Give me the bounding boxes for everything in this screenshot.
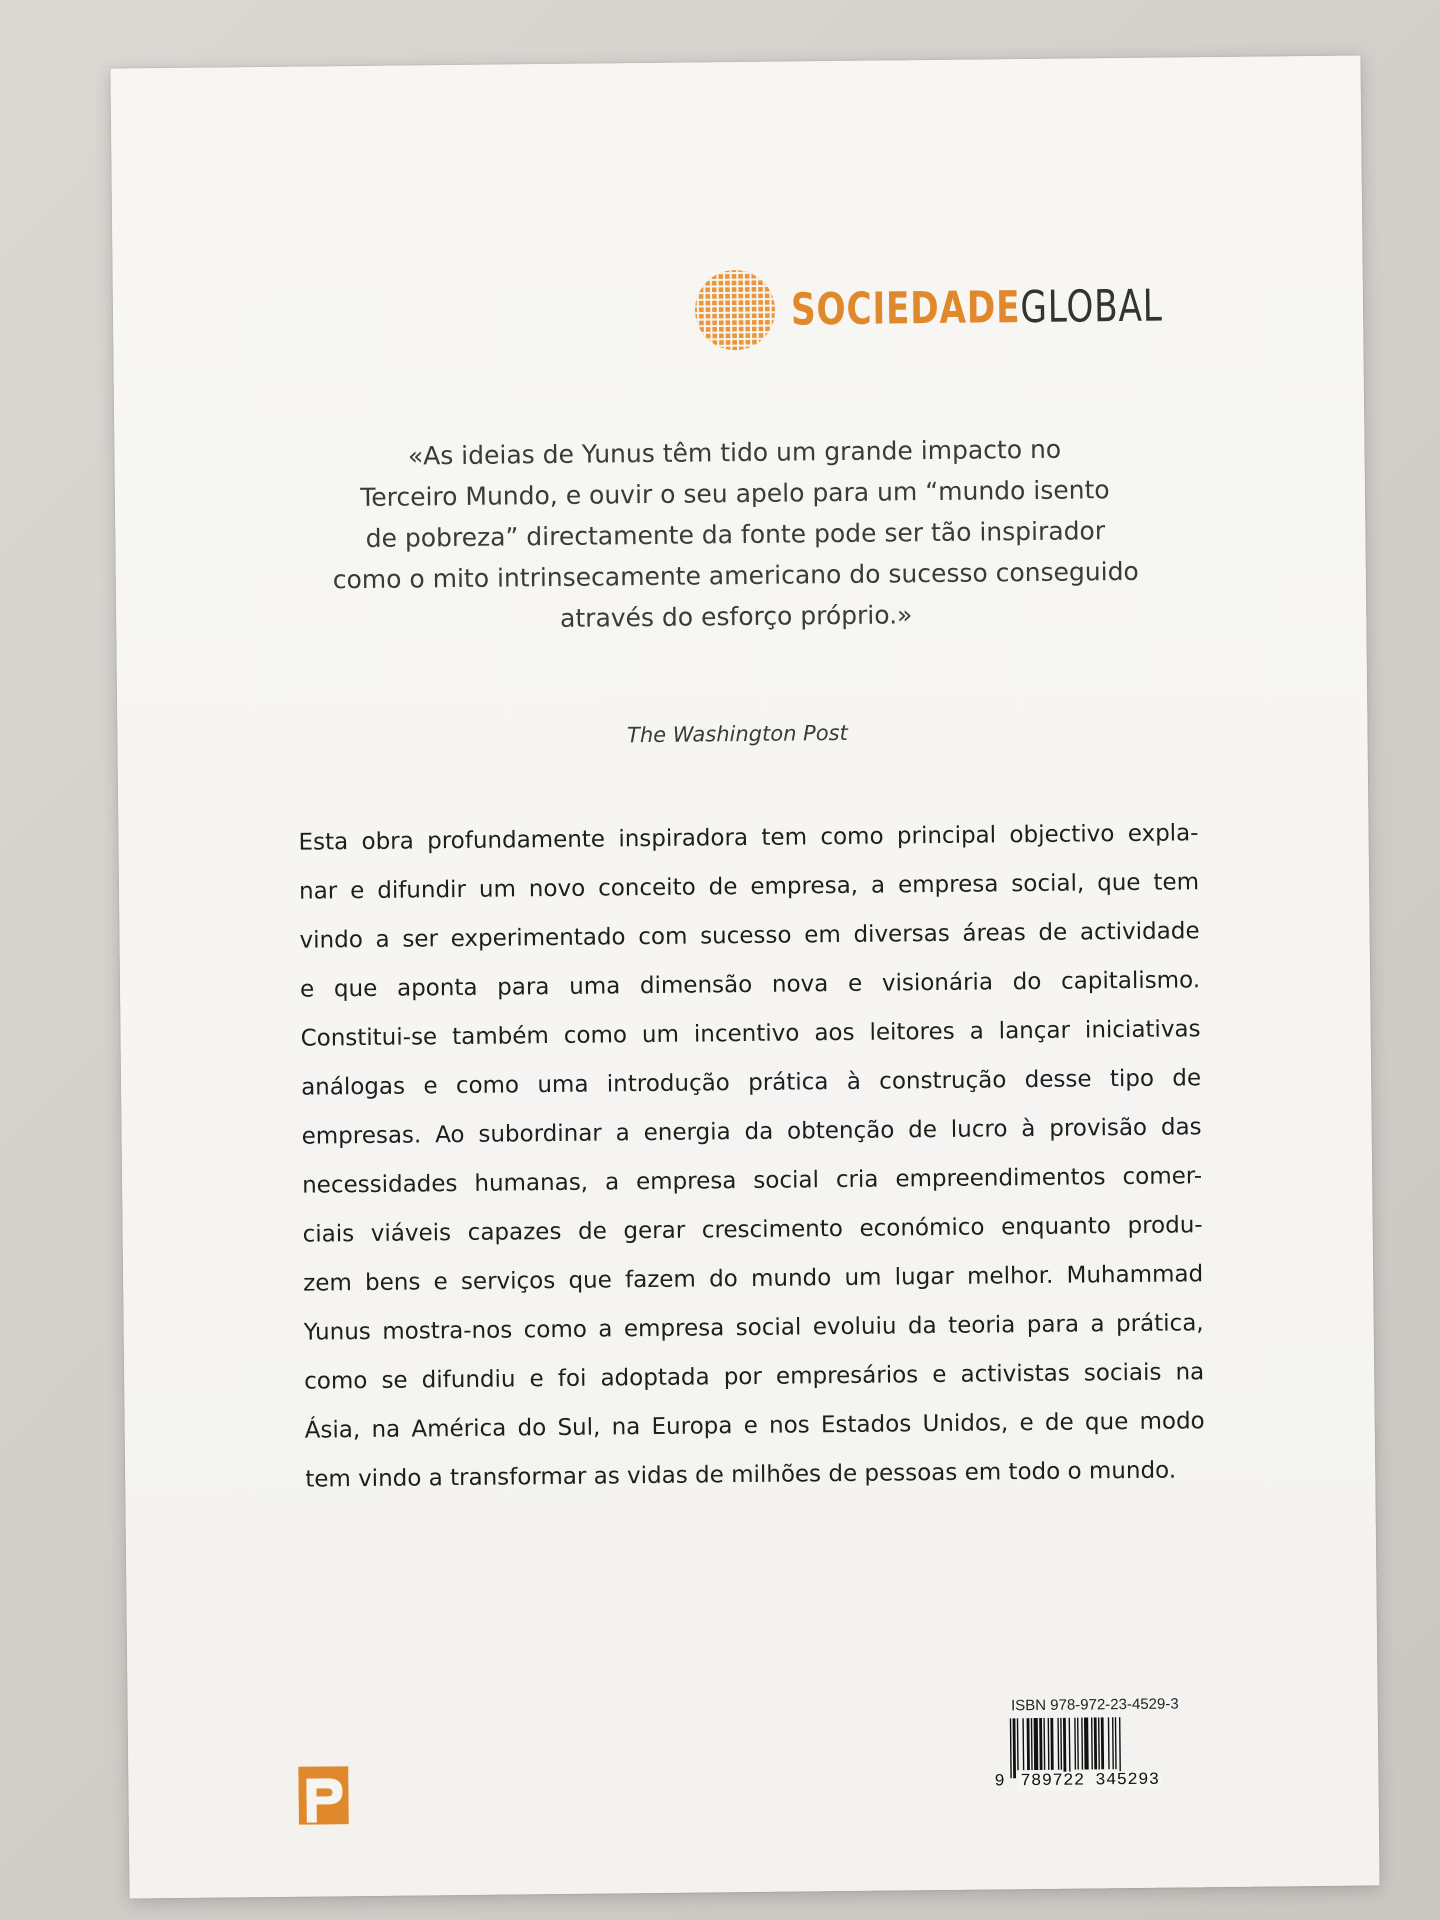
book-description xyxy=(298,809,1205,1504)
description-line: necessidades humanas, a empresa social cria empreendimentos comer- xyxy=(302,1163,1203,1199)
description-line: análogas e como uma introdução prática à construção desse tipo de xyxy=(300,1065,1202,1101)
description-line: Constitui-se também como um incentivo aos leitores a lançar iniciativas xyxy=(300,1016,1201,1052)
description-line: nar e difundir um novo conceito de empresa, a empresa social, que tem xyxy=(298,869,1200,905)
description-line: vindo a ser experimentado com sucesso em diversas áreas de actividade xyxy=(299,918,1200,954)
barcode-block xyxy=(994,1695,1185,1790)
description-line: e que aponta para uma dimensão nova e visionária do capitalismo. xyxy=(299,967,1201,1003)
quote-line: de pobreza” directamente da fonte pode ser tão inspirador xyxy=(365,516,1106,553)
isbn-number: ISBN 978-972-23-4529-3 xyxy=(1010,1695,1179,1715)
description-line: tem vindo a transformar as vidas de milhões de pessoas em todo o mundo. xyxy=(305,1457,1177,1493)
description-line: Esta obra profundamente inspiradora tem como principal objectivo expla- xyxy=(298,820,1199,856)
book-back-cover xyxy=(110,56,1379,1899)
quote-line: Terceiro Mundo, e ouvir o seu apelo para um “mundo isento xyxy=(360,475,1110,513)
globe-icon xyxy=(693,268,778,353)
barcode xyxy=(994,1716,1185,1790)
quote-line: como o mito intrinsecamente americano do sucesso conseguido xyxy=(332,556,1139,595)
review-quote xyxy=(304,428,1166,642)
logo-text-light: GLOBAL xyxy=(1020,280,1163,333)
description-line: como se difundiu e foi adoptada por empresários e activistas sociais na xyxy=(304,1359,1205,1395)
sociedade-global-logo xyxy=(693,264,1268,350)
description-line: ciais viáveis capazes de gerar crescimento económico enquanto produ- xyxy=(302,1212,1203,1248)
description-line: Yunus mostra-nos como a empresa social evoluiu da teoria para a prática, xyxy=(303,1310,1204,1346)
logo-text-bold: SOCIEDADE xyxy=(790,281,1021,335)
publisher-p-logo xyxy=(298,1766,349,1825)
description-line: zem bens e serviços que fazem do mundo um lugar melhor. Muhammad xyxy=(303,1261,1204,1297)
quote-line: «As ideias de Yunus têm tido um grande impacto no xyxy=(407,434,1062,471)
description-line: Ásia, na América do Sul, na Europa e nos Estados Unidos, e de que modo xyxy=(304,1408,1205,1444)
barcode-digits-rest: 789722 345293 xyxy=(1020,1770,1160,1792)
quote-source: The Washington Post xyxy=(626,720,848,748)
description-line: empresas. Ao subordinar a energia da obtenção de lucro à provisão das xyxy=(301,1114,1202,1150)
barcode-digit-first: 9 xyxy=(994,1772,1005,1792)
logo-wordmark xyxy=(791,280,1163,335)
quote-line: através do esforço próprio.» xyxy=(559,600,913,633)
